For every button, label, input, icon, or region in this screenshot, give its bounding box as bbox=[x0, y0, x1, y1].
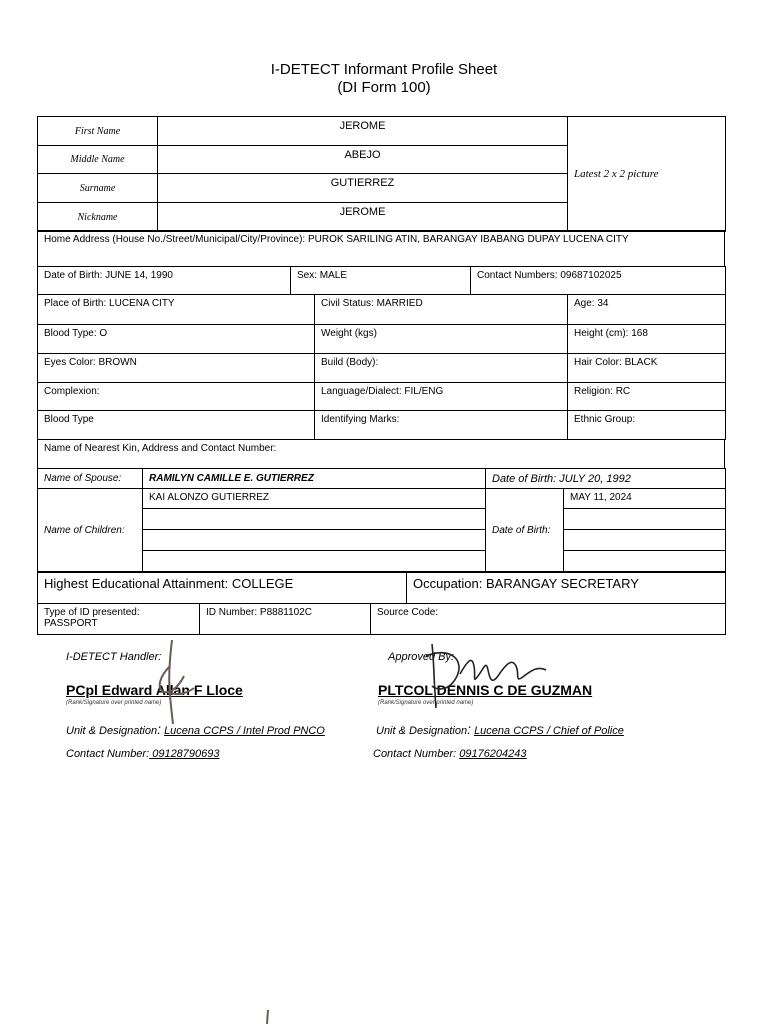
place-of-birth[interactable]: Place of Birth: LUCENA CITY bbox=[38, 295, 315, 325]
middle-name-value[interactable]: ABEJO bbox=[158, 146, 568, 174]
id-type-cell[interactable] bbox=[38, 604, 200, 635]
nearest-kin[interactable]: Name of Nearest Kin, Address and Contact Number: bbox=[38, 440, 725, 469]
handler-unit-value: Lucena CCPS / Intel Prod PNCO bbox=[164, 725, 325, 737]
approver-contact-value: 09176204243 bbox=[459, 748, 527, 760]
home-address[interactable]: Home Address (House No./Street/Municipal/City/Province): PUROK SARILING ATIN, BARANGAY IBABANG DUPAY LUCENA CITY bbox=[38, 231, 725, 267]
language-field[interactable]: Language/Dialect: FIL/ENG bbox=[315, 383, 568, 411]
nickname-value[interactable]: JEROME bbox=[158, 203, 568, 232]
child-dob-4[interactable] bbox=[564, 551, 726, 572]
first-name-value[interactable]: JEROME bbox=[158, 117, 568, 146]
form-subtitle: (DI Form 100) bbox=[337, 79, 431, 96]
address-table bbox=[37, 230, 725, 267]
approver-name: PLTCOL DENNIS C DE GUZMAN bbox=[378, 682, 593, 698]
nickname-label: Nickname bbox=[38, 203, 158, 232]
complexion-field[interactable]: Complexion: bbox=[38, 383, 315, 411]
approver-unit: Unit & Designation: Lucena CCPS / Chief of Police bbox=[376, 721, 624, 737]
approver-unit-label: Unit & Designation bbox=[376, 725, 468, 737]
spouse-dob[interactable]: Date of Birth: JULY 20, 1992 bbox=[486, 469, 726, 489]
id-table bbox=[37, 603, 726, 635]
handler-caption: (Rank/Signature over printed name) bbox=[66, 700, 162, 706]
child-name-3[interactable] bbox=[143, 530, 486, 551]
child-dob-2[interactable] bbox=[564, 509, 726, 530]
middle-name-label: Middle Name bbox=[38, 146, 158, 174]
height-field[interactable]: Height (cm): 168 bbox=[568, 325, 726, 354]
date-of-birth[interactable]: Date of Birth: JUNE 14, 1990 bbox=[38, 267, 291, 295]
handler-contact-label: Contact Number: bbox=[66, 748, 150, 760]
photo-label: Latest 2 x 2 picture bbox=[574, 168, 659, 180]
blood-type[interactable]: Blood Type: O bbox=[38, 325, 315, 354]
child-dob-1[interactable]: MAY 11, 2024 bbox=[564, 489, 726, 509]
ethnic-group[interactable]: Ethnic Group: bbox=[568, 411, 726, 440]
photo-placeholder bbox=[568, 117, 726, 232]
surname-value[interactable]: GUTIERREZ bbox=[158, 174, 568, 203]
approver-label: Approved By: bbox=[388, 651, 455, 663]
occupation-field[interactable]: Occupation: BARANGAY SECRETARY bbox=[407, 573, 726, 604]
contact-numbers[interactable]: Contact Numbers: 09687102025 bbox=[471, 267, 726, 295]
build-field[interactable]: Build (Body): bbox=[315, 354, 568, 383]
children-label: Name of Children: bbox=[38, 489, 143, 572]
id-type-label: Type of ID presented: bbox=[44, 607, 140, 618]
id-type-value: PASSPORT bbox=[44, 618, 98, 629]
child-dob-3[interactable] bbox=[564, 530, 726, 551]
handler-unit: Unit & Designation: Lucena CCPS / Intel Prod PNCO bbox=[66, 721, 325, 737]
religion-field[interactable]: Religion: RC bbox=[568, 383, 726, 411]
civil-status[interactable]: Civil Status: MARRIED bbox=[315, 295, 568, 325]
blood-type-2[interactable]: Blood Type bbox=[38, 411, 315, 440]
name-table bbox=[37, 116, 726, 232]
kin-table bbox=[37, 439, 725, 469]
approver-contact bbox=[373, 748, 527, 760]
form-title: I-DETECT Informant Profile Sheet bbox=[270, 61, 498, 78]
handler-contact bbox=[66, 748, 220, 760]
attributes-table bbox=[37, 294, 726, 440]
children-table bbox=[37, 488, 726, 572]
spouse-label: Name of Spouse: bbox=[38, 469, 143, 489]
handler-signature bbox=[150, 636, 200, 726]
handler-unit-label: Unit & Designation bbox=[66, 725, 158, 737]
education-field[interactable]: Highest Educational Attainment: COLLEGE bbox=[38, 573, 407, 604]
identifying-marks[interactable]: Identifying Marks: bbox=[315, 411, 568, 440]
children-dob-label: Date of Birth: bbox=[486, 489, 564, 572]
stray-mark bbox=[262, 1008, 274, 1024]
id-number[interactable]: ID Number: P8881102C bbox=[200, 604, 371, 635]
hair-color[interactable]: Hair Color: BLACK bbox=[568, 354, 726, 383]
surname-label: Surname bbox=[38, 174, 158, 203]
source-code[interactable]: Source Code: bbox=[371, 604, 726, 635]
age-field[interactable]: Age: 34 bbox=[568, 295, 726, 325]
approver-caption: (Rank/Signature over printed name) bbox=[378, 700, 474, 706]
spouse-table bbox=[37, 468, 726, 489]
handler-label: I-DETECT Handler: bbox=[66, 651, 162, 663]
handler-contact-value: 09128790693 bbox=[149, 748, 220, 760]
approver-signature bbox=[420, 640, 550, 712]
education-table bbox=[37, 572, 726, 604]
spouse-name[interactable]: RAMILYN CAMILLE E. GUTIERREZ bbox=[143, 469, 486, 489]
dob-table bbox=[37, 266, 726, 295]
child-name-1[interactable]: KAI ALONZO GUTIERREZ bbox=[143, 489, 486, 509]
first-name-label: First Name bbox=[38, 117, 158, 146]
eyes-color[interactable]: Eyes Color: BROWN bbox=[38, 354, 315, 383]
handler-name: PCpl Edward Allan F Lloce bbox=[66, 682, 243, 698]
approver-contact-label: Contact Number: bbox=[373, 748, 457, 760]
sex-field[interactable]: Sex: MALE bbox=[291, 267, 471, 295]
approver-unit-value: Lucena CCPS / Chief of Police bbox=[474, 725, 624, 737]
weight-field[interactable]: Weight (kgs) bbox=[315, 325, 568, 354]
child-name-2[interactable] bbox=[143, 509, 486, 530]
child-name-4[interactable] bbox=[143, 551, 486, 572]
